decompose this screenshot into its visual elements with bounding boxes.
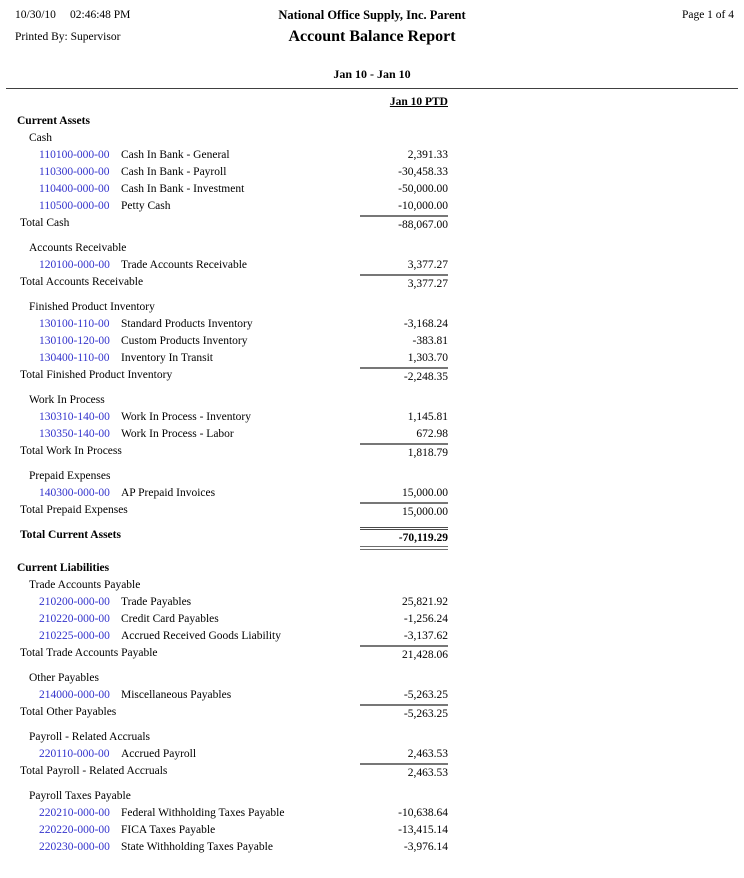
group-total-label: Total Accounts Receivable bbox=[20, 276, 144, 288]
account-group bbox=[0, 468, 744, 519]
account-number-link[interactable]: 110400-000-00 bbox=[39, 183, 110, 195]
account-amount: 1,145.81 bbox=[407, 411, 448, 423]
header-divider bbox=[6, 88, 738, 89]
account-amount: -50,000.00 bbox=[398, 183, 448, 195]
group-total-label: Total Trade Accounts Payable bbox=[20, 647, 158, 659]
group-total-row bbox=[0, 274, 744, 291]
account-description: AP Prepaid Invoices bbox=[121, 487, 216, 499]
group-label: Accounts Receivable bbox=[29, 242, 127, 254]
group-total-amount: 15,000.00 bbox=[360, 502, 448, 521]
account-row bbox=[0, 409, 744, 426]
account-row bbox=[0, 333, 744, 350]
group-total-label: Total Payroll - Related Accruals bbox=[20, 765, 168, 777]
account-row bbox=[0, 198, 744, 215]
account-number-link[interactable]: 110500-000-00 bbox=[39, 200, 110, 212]
account-row bbox=[0, 485, 744, 502]
account-amount: 3,377.27 bbox=[407, 259, 448, 271]
account-amount: 1,303.70 bbox=[407, 352, 448, 364]
report-section bbox=[0, 560, 744, 856]
account-number-link[interactable]: 220110-000-00 bbox=[39, 748, 110, 760]
report-header bbox=[0, 0, 744, 113]
account-description: Cash In Bank - General bbox=[121, 149, 230, 161]
account-amount: 672.98 bbox=[416, 428, 448, 440]
account-amount: -10,638.64 bbox=[398, 807, 448, 819]
account-amount: -5,263.25 bbox=[403, 689, 448, 701]
group-total-label: Total Cash bbox=[20, 217, 70, 229]
account-description: Work In Process - Inventory bbox=[121, 411, 252, 423]
account-group bbox=[0, 392, 744, 460]
group-total-row bbox=[0, 215, 744, 232]
group-total-row bbox=[0, 704, 744, 721]
account-number-link[interactable]: 130400-110-00 bbox=[39, 352, 110, 364]
group-label: Work In Process bbox=[29, 394, 105, 406]
account-number-link[interactable]: 130100-110-00 bbox=[39, 318, 110, 330]
section-total-amount: -70,119.29 bbox=[360, 527, 448, 547]
account-amount: -13,415.14 bbox=[398, 824, 448, 836]
section-total-row bbox=[0, 527, 744, 544]
group-total-row bbox=[0, 502, 744, 519]
account-row bbox=[0, 594, 744, 611]
section-total-label: Total Current Assets bbox=[20, 529, 121, 541]
group-total-row bbox=[0, 367, 744, 384]
report-section bbox=[0, 113, 744, 550]
report-body bbox=[0, 113, 744, 856]
group-total-label: Total Other Payables bbox=[20, 706, 117, 718]
account-description: FICA Taxes Payable bbox=[121, 824, 216, 836]
account-amount: -3,976.14 bbox=[403, 841, 448, 853]
account-description: Federal Withholding Taxes Payable bbox=[121, 807, 285, 819]
group-label: Prepaid Expenses bbox=[29, 470, 111, 482]
account-number-link[interactable]: 214000-000-00 bbox=[39, 689, 110, 701]
group-total-row bbox=[0, 763, 744, 780]
account-amount: -383.81 bbox=[412, 335, 448, 347]
group-total-label: Total Prepaid Expenses bbox=[20, 504, 128, 516]
account-row bbox=[0, 164, 744, 181]
account-number-link[interactable]: 120100-000-00 bbox=[39, 259, 110, 271]
account-number-link[interactable]: 110100-000-00 bbox=[39, 149, 110, 161]
account-description: State Withholding Taxes Payable bbox=[121, 841, 273, 853]
group-label: Cash bbox=[29, 132, 52, 144]
account-amount: -3,168.24 bbox=[403, 318, 448, 330]
page-indicator: Page 1 of 4 bbox=[681, 9, 734, 21]
company-name: National Office Supply, Inc. Parent bbox=[278, 8, 466, 22]
column-header-ptd: Jan 10 PTD bbox=[389, 96, 448, 108]
account-number-link[interactable]: 220230-000-00 bbox=[39, 841, 110, 853]
section-grand-total bbox=[0, 527, 744, 550]
account-number-link[interactable]: 110300-000-00 bbox=[39, 166, 110, 178]
account-number-link[interactable]: 140300-000-00 bbox=[39, 487, 110, 499]
account-row bbox=[0, 181, 744, 198]
group-total-amount: 2,463.53 bbox=[360, 763, 448, 782]
account-group bbox=[0, 240, 744, 291]
account-group bbox=[0, 670, 744, 721]
account-group bbox=[0, 299, 744, 384]
group-label: Payroll Taxes Payable bbox=[29, 790, 131, 802]
account-row bbox=[0, 687, 744, 704]
account-row bbox=[0, 805, 744, 822]
group-total-row bbox=[0, 645, 744, 662]
account-row bbox=[0, 839, 744, 856]
account-description: Accrued Received Goods Liability bbox=[121, 630, 281, 642]
account-description: Work In Process - Labor bbox=[121, 428, 234, 440]
group-total-amount: -2,248.35 bbox=[360, 367, 448, 386]
account-amount: 2,463.53 bbox=[407, 748, 448, 760]
group-label: Other Payables bbox=[29, 672, 99, 684]
account-number-link[interactable]: 130350-140-00 bbox=[39, 428, 110, 440]
report-period: Jan 10 - Jan 10 bbox=[333, 67, 411, 81]
section-title: Current Liabilities bbox=[17, 562, 110, 574]
account-number-link[interactable]: 210225-000-00 bbox=[39, 630, 110, 642]
account-amount: -30,458.33 bbox=[398, 166, 448, 178]
account-amount: 15,000.00 bbox=[402, 487, 448, 499]
group-total-row bbox=[0, 443, 744, 460]
group-total-amount: 21,428.06 bbox=[360, 645, 448, 664]
account-row bbox=[0, 147, 744, 164]
account-description: Accrued Payroll bbox=[121, 748, 197, 760]
account-description: Trade Accounts Receivable bbox=[121, 259, 248, 271]
section-title: Current Assets bbox=[17, 115, 90, 127]
account-description: Cash In Bank - Investment bbox=[121, 183, 245, 195]
account-amount: -10,000.00 bbox=[398, 200, 448, 212]
group-total-amount: 1,818.79 bbox=[360, 443, 448, 462]
account-group bbox=[0, 577, 744, 662]
account-group bbox=[0, 130, 744, 232]
account-row bbox=[0, 822, 744, 839]
account-description: Custom Products Inventory bbox=[121, 335, 248, 347]
account-number-link[interactable]: 130310-140-00 bbox=[39, 411, 110, 423]
report-time: 02:46:48 PM bbox=[70, 9, 131, 21]
account-row bbox=[0, 746, 744, 763]
printed-by-label: Printed By: Supervisor bbox=[15, 31, 121, 43]
account-group bbox=[0, 788, 744, 856]
account-description: Cash In Bank - Payroll bbox=[121, 166, 227, 178]
group-total-label: Total Finished Product Inventory bbox=[20, 369, 173, 381]
account-description: Inventory In Transit bbox=[121, 352, 213, 364]
account-number-link[interactable]: 130100-120-00 bbox=[39, 335, 110, 347]
account-number-link[interactable]: 220210-000-00 bbox=[39, 807, 110, 819]
account-amount: 2,391.33 bbox=[407, 149, 448, 161]
account-description: Trade Payables bbox=[121, 596, 192, 608]
group-label: Trade Accounts Payable bbox=[29, 579, 141, 591]
account-amount: -3,137.62 bbox=[403, 630, 448, 642]
account-amount: 25,821.92 bbox=[402, 596, 448, 608]
account-row bbox=[0, 426, 744, 443]
account-description: Miscellaneous Payables bbox=[121, 689, 232, 701]
account-number-link[interactable]: 210200-000-00 bbox=[39, 596, 110, 608]
account-row bbox=[0, 611, 744, 628]
account-row bbox=[0, 257, 744, 274]
account-row bbox=[0, 316, 744, 333]
group-total-label: Total Work In Process bbox=[20, 445, 122, 457]
report-date: 10/30/10 bbox=[15, 9, 56, 21]
group-total-amount: -88,067.00 bbox=[360, 215, 448, 234]
account-description: Petty Cash bbox=[121, 200, 171, 212]
report-title: Account Balance Report bbox=[288, 28, 456, 45]
group-total-amount: -5,263.25 bbox=[360, 704, 448, 723]
account-group bbox=[0, 729, 744, 780]
account-number-link[interactable]: 210220-000-00 bbox=[39, 613, 110, 625]
group-total-amount: 3,377.27 bbox=[360, 274, 448, 293]
account-description: Credit Card Payables bbox=[121, 613, 219, 625]
group-label: Finished Product Inventory bbox=[29, 301, 155, 313]
account-row bbox=[0, 628, 744, 645]
account-amount: -1,256.24 bbox=[403, 613, 448, 625]
account-row bbox=[0, 350, 744, 367]
account-description: Standard Products Inventory bbox=[121, 318, 253, 330]
account-number-link[interactable]: 220220-000-00 bbox=[39, 824, 110, 836]
group-label: Payroll - Related Accruals bbox=[29, 731, 151, 743]
